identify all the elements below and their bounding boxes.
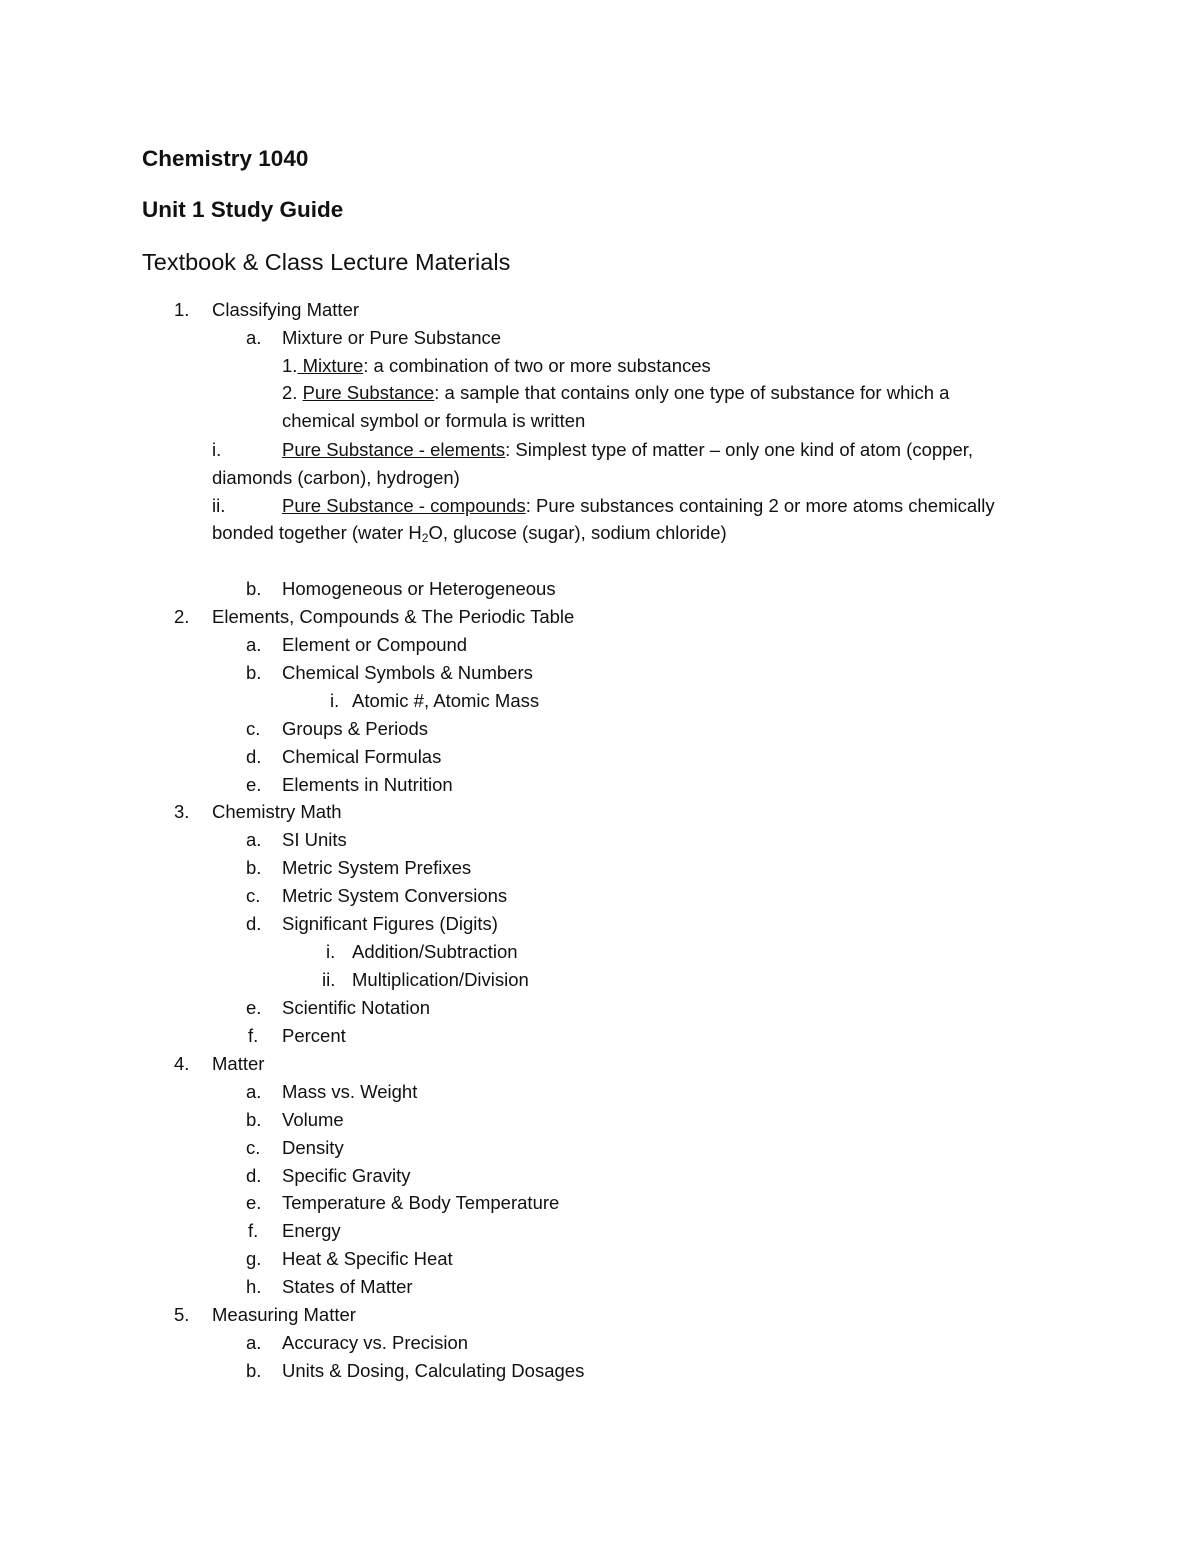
list-marker: e. [246,774,262,795]
definition-text: : Pure substances containing 2 or more atoms chemically [525,495,995,516]
subscript: 2 [421,531,429,545]
definition-pure-substance [282,382,949,404]
list-marker: a. [246,829,262,850]
list-marker: 5. [174,1304,190,1325]
definition-term: Pure Substance - elements [282,439,506,460]
list-marker: 4. [174,1053,190,1074]
list-marker: ii. [212,495,226,516]
list-item: Atomic #, Atomic Mass [352,690,540,711]
list-item: Mixture or Pure Substance [282,327,502,348]
list-marker: d. [246,746,262,767]
list-item: Metric System Conversions [282,885,508,906]
list-marker: e. [246,997,262,1018]
list-marker: b. [246,1109,262,1130]
list-marker: 1. [174,299,190,320]
list-item: Units & Dosing, Calculating Dosages [282,1360,585,1381]
definition-continuation [212,522,727,544]
list-item: Metric System Prefixes [282,857,472,878]
list-marker: g. [246,1248,262,1269]
list-item: Temperature & Body Temperature [282,1192,560,1213]
text-run: O, glucose (sugar), sodium chloride) [428,522,727,543]
list-marker: f. [248,1220,259,1241]
list-item: Elements, Compounds & The Periodic Table [212,606,575,627]
list-item: SI Units [282,829,347,850]
list-marker: i. [326,941,336,962]
list-marker: d. [246,1165,262,1186]
list-marker: h. [246,1276,262,1297]
list-item: Heat & Specific Heat [282,1248,453,1269]
list-marker: i. [212,439,222,460]
definition-continuation: diamonds (carbon), hydrogen) [212,467,460,488]
list-item: Chemical Formulas [282,746,442,767]
list-item: Multiplication/Division [352,969,529,990]
list-item: Mass vs. Weight [282,1081,418,1102]
section-heading: Textbook & Class Lecture Materials [142,249,511,275]
definition-term: Pure Substance - compounds [282,495,526,516]
list-item: Specific Gravity [282,1165,411,1186]
list-marker: a. [246,327,262,348]
text-run: bonded together (water H [212,522,422,543]
list-marker: c. [246,885,261,906]
definition-term: Mixture [297,355,364,376]
list-item: Energy [282,1220,341,1241]
list-item: Homogeneous or Heterogeneous [282,578,556,599]
list-marker: 3. [174,801,190,822]
definition-elements [282,439,973,461]
list-item: Significant Figures (Digits) [282,913,498,934]
definition-text: : Simplest type of matter – only one kind of atom (copper, [505,439,974,460]
list-item: Chemistry Math [212,801,342,822]
document-subtitle: Unit 1 Study Guide [142,197,344,222]
list-item: Percent [282,1025,346,1046]
list-marker: 2. [174,606,190,627]
list-item: Addition/Subtraction [352,941,518,962]
list-marker: f. [248,1025,259,1046]
definition-number: 1. [282,355,298,376]
list-marker: c. [246,1137,261,1158]
definition-continuation: chemical symbol or formula is written [282,410,586,431]
list-marker: a. [246,1081,262,1102]
list-marker: b. [246,857,262,878]
list-marker: a. [246,634,262,655]
list-marker: d. [246,913,262,934]
list-item: Scientific Notation [282,997,431,1018]
document-title: Chemistry 1040 [142,146,309,171]
list-marker: ii. [322,969,336,990]
list-item: Measuring Matter [212,1304,356,1325]
list-marker: b. [246,1360,262,1381]
definition-compounds [282,495,995,517]
list-item: Density [282,1137,344,1158]
list-item: Accuracy vs. Precision [282,1332,469,1353]
definition-text: : a sample that contains only one type of substance for which a [434,382,950,403]
list-item: Groups & Periods [282,718,429,739]
list-item: States of Matter [282,1276,413,1297]
definition-text: : a combination of two or more substances [363,355,711,376]
definition-number: 2. [282,382,303,403]
list-marker: i. [330,690,340,711]
list-marker: b. [246,662,262,683]
list-marker: b. [246,578,262,599]
list-item: Element or Compound [282,634,468,655]
definition-mixture [282,355,711,377]
list-item: Elements in Nutrition [282,774,453,795]
list-marker: c. [246,718,261,739]
list-marker: e. [246,1192,262,1213]
definition-term: Pure Substance [302,382,435,403]
list-item: Matter [212,1053,265,1074]
list-item: Chemical Symbols & Numbers [282,662,533,683]
list-marker: a. [246,1332,262,1353]
list-item: Volume [282,1109,344,1130]
list-item: Classifying Matter [212,299,360,320]
